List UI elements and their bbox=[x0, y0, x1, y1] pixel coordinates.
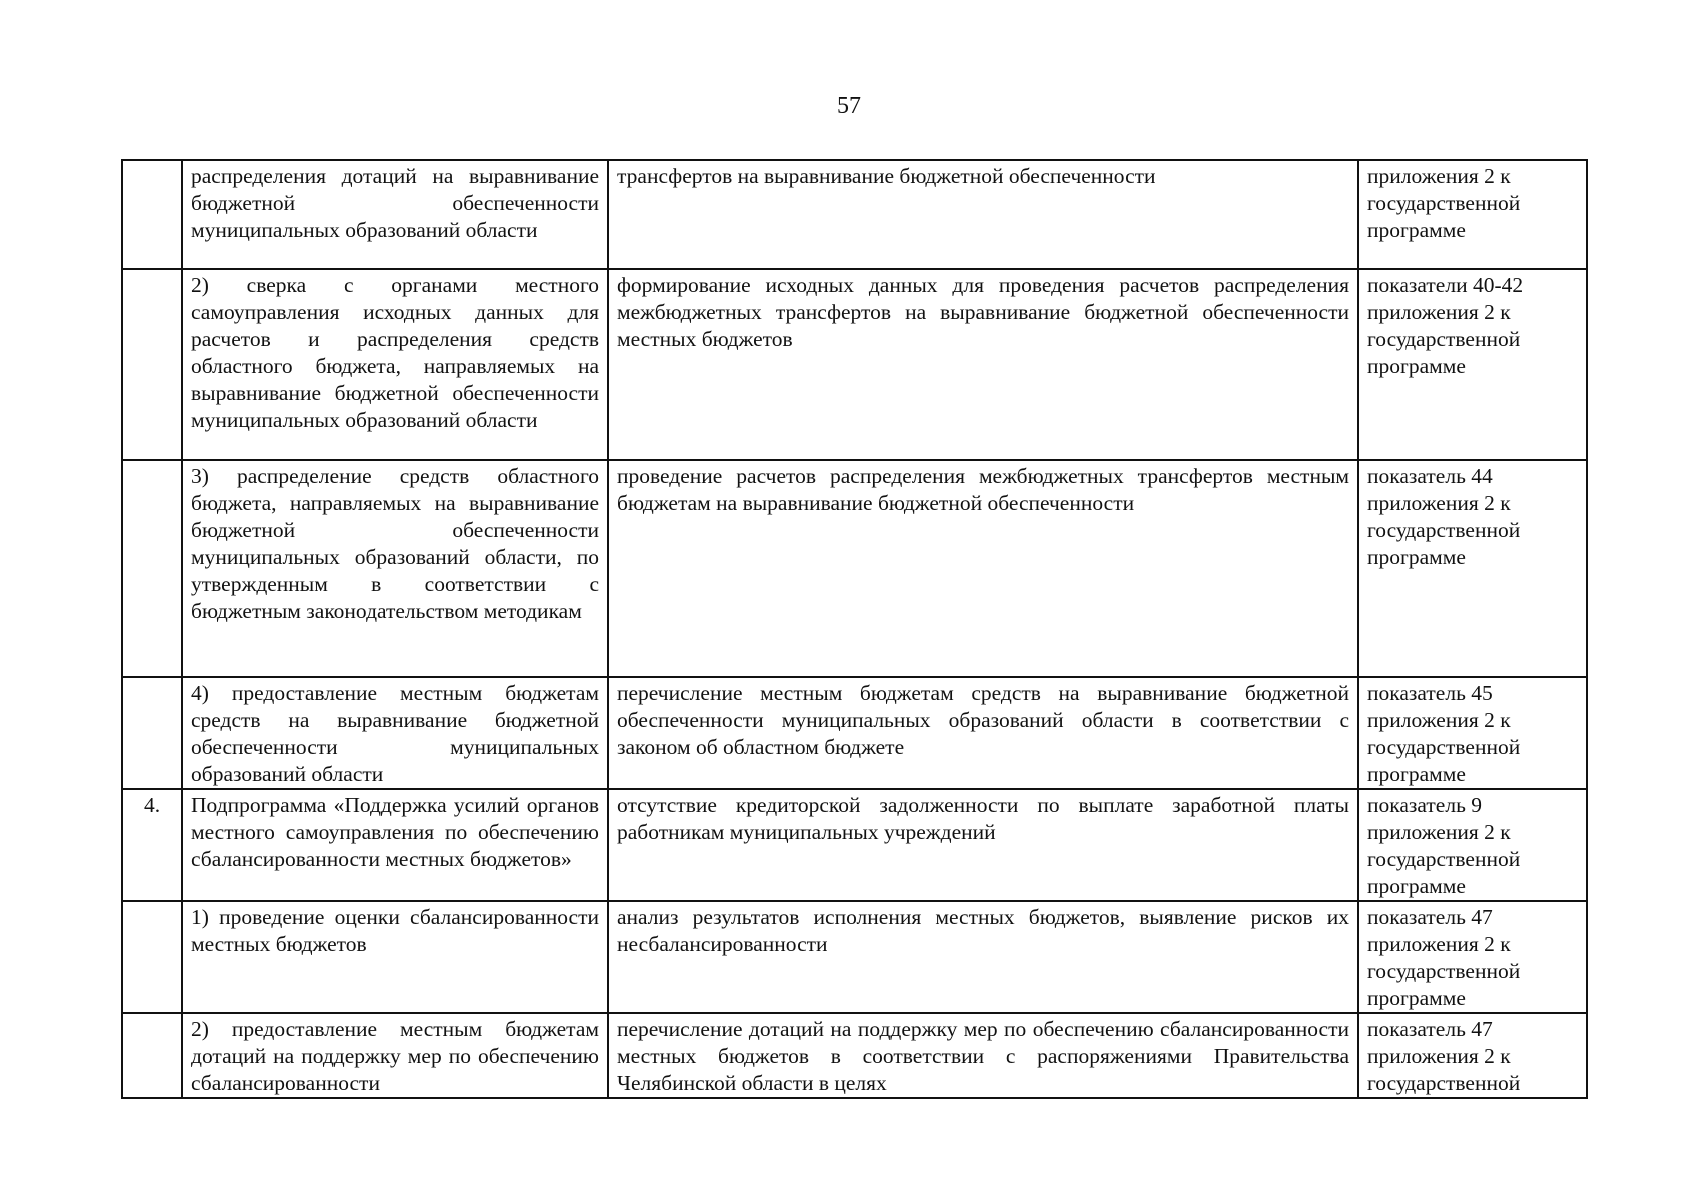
activity-description-cell: 2) сверка с органами местного самоуправления исходных данных для расчетов и распределения средств областного бюджета, направляемых на выравнивание бюджетной обеспеченности муниципальных образований области bbox=[182, 269, 608, 460]
indicator-cell bbox=[1358, 1013, 1587, 1098]
table-row bbox=[122, 901, 1587, 1013]
indicator-cell bbox=[1358, 789, 1587, 901]
row-number-cell bbox=[122, 460, 182, 677]
indicator-line: программе bbox=[1367, 545, 1466, 569]
activity-description-cell: 4) предоставление местным бюджетам средств на выравнивание бюджетной обеспеченности муниципальных образований области bbox=[182, 677, 608, 789]
expected-result-cell: отсутствие кредиторской задолженности по выплате заработной платы работникам муниципальных учреждений bbox=[608, 789, 1358, 901]
indicator-line: государственной bbox=[1367, 735, 1521, 759]
indicator-line: государственной bbox=[1367, 847, 1521, 871]
activity-description-cell: Подпрограмма «Поддержка усилий органов местного самоуправления по обеспечению сбалансированности местных бюджетов» bbox=[182, 789, 608, 901]
indicator-line: приложения 2 к bbox=[1367, 932, 1511, 956]
expected-result-cell: перечисление дотаций на поддержку мер по обеспечению сбалансированности местных бюджетов в соответствии с распоряжениями Правительства Челябинской области в целях bbox=[608, 1013, 1358, 1098]
indicator-cell bbox=[1358, 160, 1587, 269]
indicator-line: государственной bbox=[1367, 1071, 1521, 1095]
table-row bbox=[122, 677, 1587, 789]
row-number-cell bbox=[122, 1013, 182, 1098]
table-row bbox=[122, 269, 1587, 460]
program-activities-table bbox=[121, 159, 1588, 1099]
indicator-cell bbox=[1358, 269, 1587, 460]
row-number-cell: 4. bbox=[122, 789, 182, 901]
indicator-line: показатель 47 bbox=[1367, 905, 1493, 929]
table-row bbox=[122, 460, 1587, 677]
activity-description-cell: 1) проведение оценки сбалансированности местных бюджетов bbox=[182, 901, 608, 1013]
indicator-cell bbox=[1358, 677, 1587, 789]
indicator-line: программе bbox=[1367, 354, 1466, 378]
activity-description-cell: 3) распределение средств областного бюджета, направляемых на выравнивание бюджетной обеспеченности муниципальных образований области, по утвержденным в соответствии с бюджетным законодательством методикам bbox=[182, 460, 608, 677]
indicator-line: программе bbox=[1367, 762, 1466, 786]
indicator-line: государственной bbox=[1367, 327, 1521, 351]
indicator-line: показатели 40-42 bbox=[1367, 273, 1524, 297]
indicator-line: государственной bbox=[1367, 191, 1521, 215]
indicator-cell bbox=[1358, 901, 1587, 1013]
indicator-line: программе bbox=[1367, 874, 1466, 898]
expected-result-cell: трансфертов на выравнивание бюджетной обеспеченности bbox=[608, 160, 1358, 269]
row-number-cell bbox=[122, 677, 182, 789]
indicator-line: показатель 9 bbox=[1367, 793, 1482, 817]
indicator-line: приложения 2 к bbox=[1367, 164, 1511, 188]
indicator-line: приложения 2 к bbox=[1367, 491, 1511, 515]
indicator-line: государственной bbox=[1367, 959, 1521, 983]
indicator-line: показатель 44 bbox=[1367, 464, 1493, 488]
indicator-line: приложения 2 к bbox=[1367, 708, 1511, 732]
indicator-line: показатель 47 bbox=[1367, 1017, 1493, 1041]
table-row bbox=[122, 789, 1587, 901]
row-number-cell bbox=[122, 269, 182, 460]
row-number-cell bbox=[122, 901, 182, 1013]
expected-result-cell: формирование исходных данных для проведения расчетов распределения межбюджетных трансфертов на выравнивание бюджетной обеспеченности местных бюджетов bbox=[608, 269, 1358, 460]
indicator-line: программе bbox=[1367, 218, 1466, 242]
expected-result-cell: перечисление местным бюджетам средств на выравнивание бюджетной обеспеченности муниципальных образований области в соответствии с законом об областном бюджете bbox=[608, 677, 1358, 789]
indicator-line: государственной bbox=[1367, 518, 1521, 542]
indicator-line: приложения 2 к bbox=[1367, 300, 1511, 324]
indicator-line: приложения 2 к bbox=[1367, 820, 1511, 844]
page-number: 57 bbox=[837, 93, 861, 119]
table-row bbox=[122, 1013, 1587, 1098]
activity-description-cell: 2) предоставление местным бюджетам дотаций на поддержку мер по обеспечению сбалансированности bbox=[182, 1013, 608, 1098]
table-row bbox=[122, 160, 1587, 269]
indicator-line: показатель 45 bbox=[1367, 681, 1493, 705]
row-number-cell bbox=[122, 160, 182, 269]
expected-result-cell: анализ результатов исполнения местных бюджетов, выявление рисков их несбалансированности bbox=[608, 901, 1358, 1013]
indicator-cell bbox=[1358, 460, 1587, 677]
activity-description-cell: распределения дотаций на выравнивание бюджетной обеспеченности муниципальных образований области bbox=[182, 160, 608, 269]
indicator-line: программе bbox=[1367, 986, 1466, 1010]
indicator-line: приложения 2 к bbox=[1367, 1044, 1511, 1068]
expected-result-cell: проведение расчетов распределения межбюджетных трансфертов местным бюджетам на выравнивание бюджетной обеспеченности bbox=[608, 460, 1358, 677]
